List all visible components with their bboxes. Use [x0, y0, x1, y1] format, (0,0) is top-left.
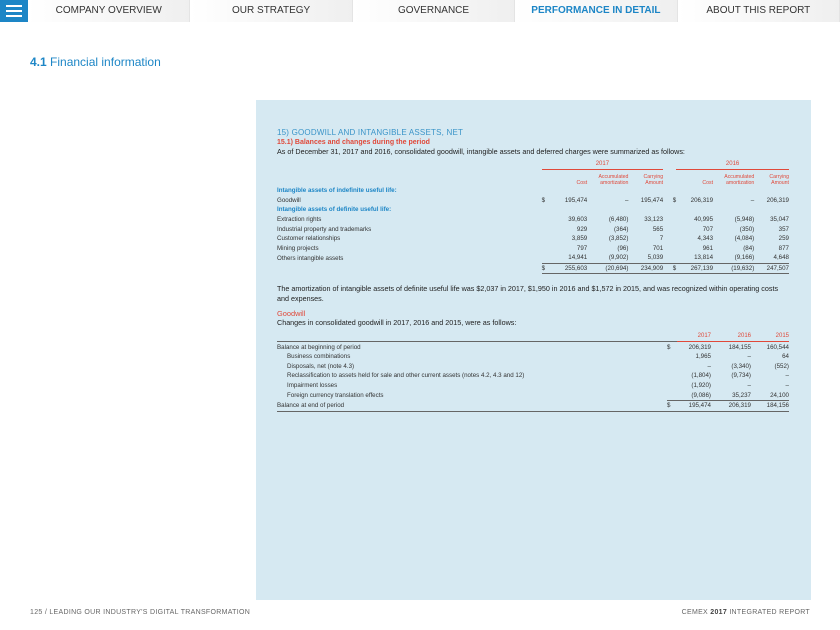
table-row: Goodwill $ 195,474 – 195,474 $ 206,319 – 206,319: [277, 196, 789, 204]
table-row: Foreign currency translation effects (9,086) 35,237 24,100: [287, 391, 789, 399]
section-number: 4.1: [30, 55, 47, 69]
footer-left: [30, 609, 250, 616]
total-row: $ 255,603 (20,694) 234,909 $ 267,139 (19,632) 247,507: [541, 265, 789, 273]
section-name: Financial information: [50, 55, 161, 69]
menu-icon[interactable]: [0, 0, 28, 22]
note-intro: As of December 31, 2017 and 2016, consolidated goodwill, intangible assets and deferred charges were summarized as follows:: [277, 147, 685, 156]
col-carrying-amount: Carrying Amount: [769, 174, 789, 186]
footer-right: [682, 609, 810, 616]
top-nav: [0, 0, 840, 22]
tab-performance-in-detail[interactable]: PERFORMANCE IN DETAIL: [515, 0, 677, 22]
total-row: Balance at end of period $ 195,474 206,319 184,156: [277, 401, 789, 410]
goodwill-intro: Changes in consolidated goodwill in 2017, 2016 and 2015, were as follows:: [277, 318, 517, 328]
note-title: 15) GOODWILL AND INTANGIBLE ASSETS, NET: [277, 128, 464, 137]
table-row: Business combinations 1,965 – 64: [287, 353, 789, 361]
footer-tagline: LEADING OUR INDUSTRY'S DIGITAL TRANSFORMATION: [49, 609, 251, 616]
table-row: Others intangible assets 14,941 (9,902) 5,039 13,814 (9,166) 4,648: [277, 254, 789, 262]
tab-about-this-report[interactable]: ABOUT THIS REPORT: [678, 0, 840, 22]
goodwill-year-2017: 2017: [677, 331, 711, 342]
col-cost: Cost: [576, 180, 588, 186]
page-number: 125: [30, 609, 43, 616]
tab-company-overview[interactable]: COMPANY OVERVIEW: [28, 0, 190, 22]
category-indefinite: Intangible assets of indefinite useful life:: [277, 187, 397, 195]
footer-year: 2017: [710, 609, 728, 616]
table-row: Balance at beginning of period $ 206,319 184,155 160,544: [277, 343, 789, 351]
col-cost: Cost: [702, 180, 714, 186]
section-title: [30, 55, 161, 69]
category-definite: Intangible assets of definite useful life:: [277, 206, 392, 214]
col-accumulated-amortization: Accumulated amortization: [598, 174, 629, 186]
goodwill-heading: Goodwill: [277, 309, 306, 319]
table-row: Industrial property and trademarks 929 (364) 565 707 (350) 357: [277, 225, 789, 233]
footer-report-name: INTEGRATED REPORT: [729, 609, 810, 616]
year-2016-header: 2016: [676, 159, 789, 170]
col-accumulated-amortization: Accumulated amortization: [724, 174, 755, 186]
intangibles-table: [277, 159, 789, 274]
year-2017-header: 2017: [542, 159, 663, 170]
amortization-paragraph: The amortization of intangible assets of definite useful life was $2,037 in 2017, $1,950 in 2016 and $1,572 in 2015, and was recognized within operating costs and expenses.: [277, 284, 779, 304]
content-panel: [256, 100, 811, 600]
goodwill-year-2016: 2016: [711, 331, 751, 342]
goodwill-table: [277, 331, 789, 411]
table-row: Impairment losses (1,920) – –: [287, 382, 789, 390]
col-carrying-amount: Carrying Amount: [643, 174, 664, 186]
tab-governance[interactable]: GOVERNANCE: [353, 0, 515, 22]
footer-brand: CEMEX: [681, 609, 709, 616]
table-row: Disposals, net (note 4.3) – (3,340) (552): [287, 362, 789, 370]
goodwill-year-2015: 2015: [751, 331, 789, 342]
table-row: Reclassification to assets held for sale and other current assets (notes 4.2, 4.3 and 12) (1,804) (9,734) –: [287, 372, 789, 380]
table-row: Mining projects 797 (96) 701 961 (84) 877: [277, 244, 789, 252]
table-row: Customer relationships 3,859 (3,852) 7 4,343 (4,084) 259: [277, 235, 789, 243]
footer-separator: /: [44, 609, 48, 616]
tab-our-strategy[interactable]: OUR STRATEGY: [190, 0, 352, 22]
table-row: Extraction rights 39,603 (6,480) 33,123 40,995 (5,948) 35,047: [277, 216, 789, 224]
note-subtitle: 15.1) Balances and changes during the period: [277, 139, 430, 146]
